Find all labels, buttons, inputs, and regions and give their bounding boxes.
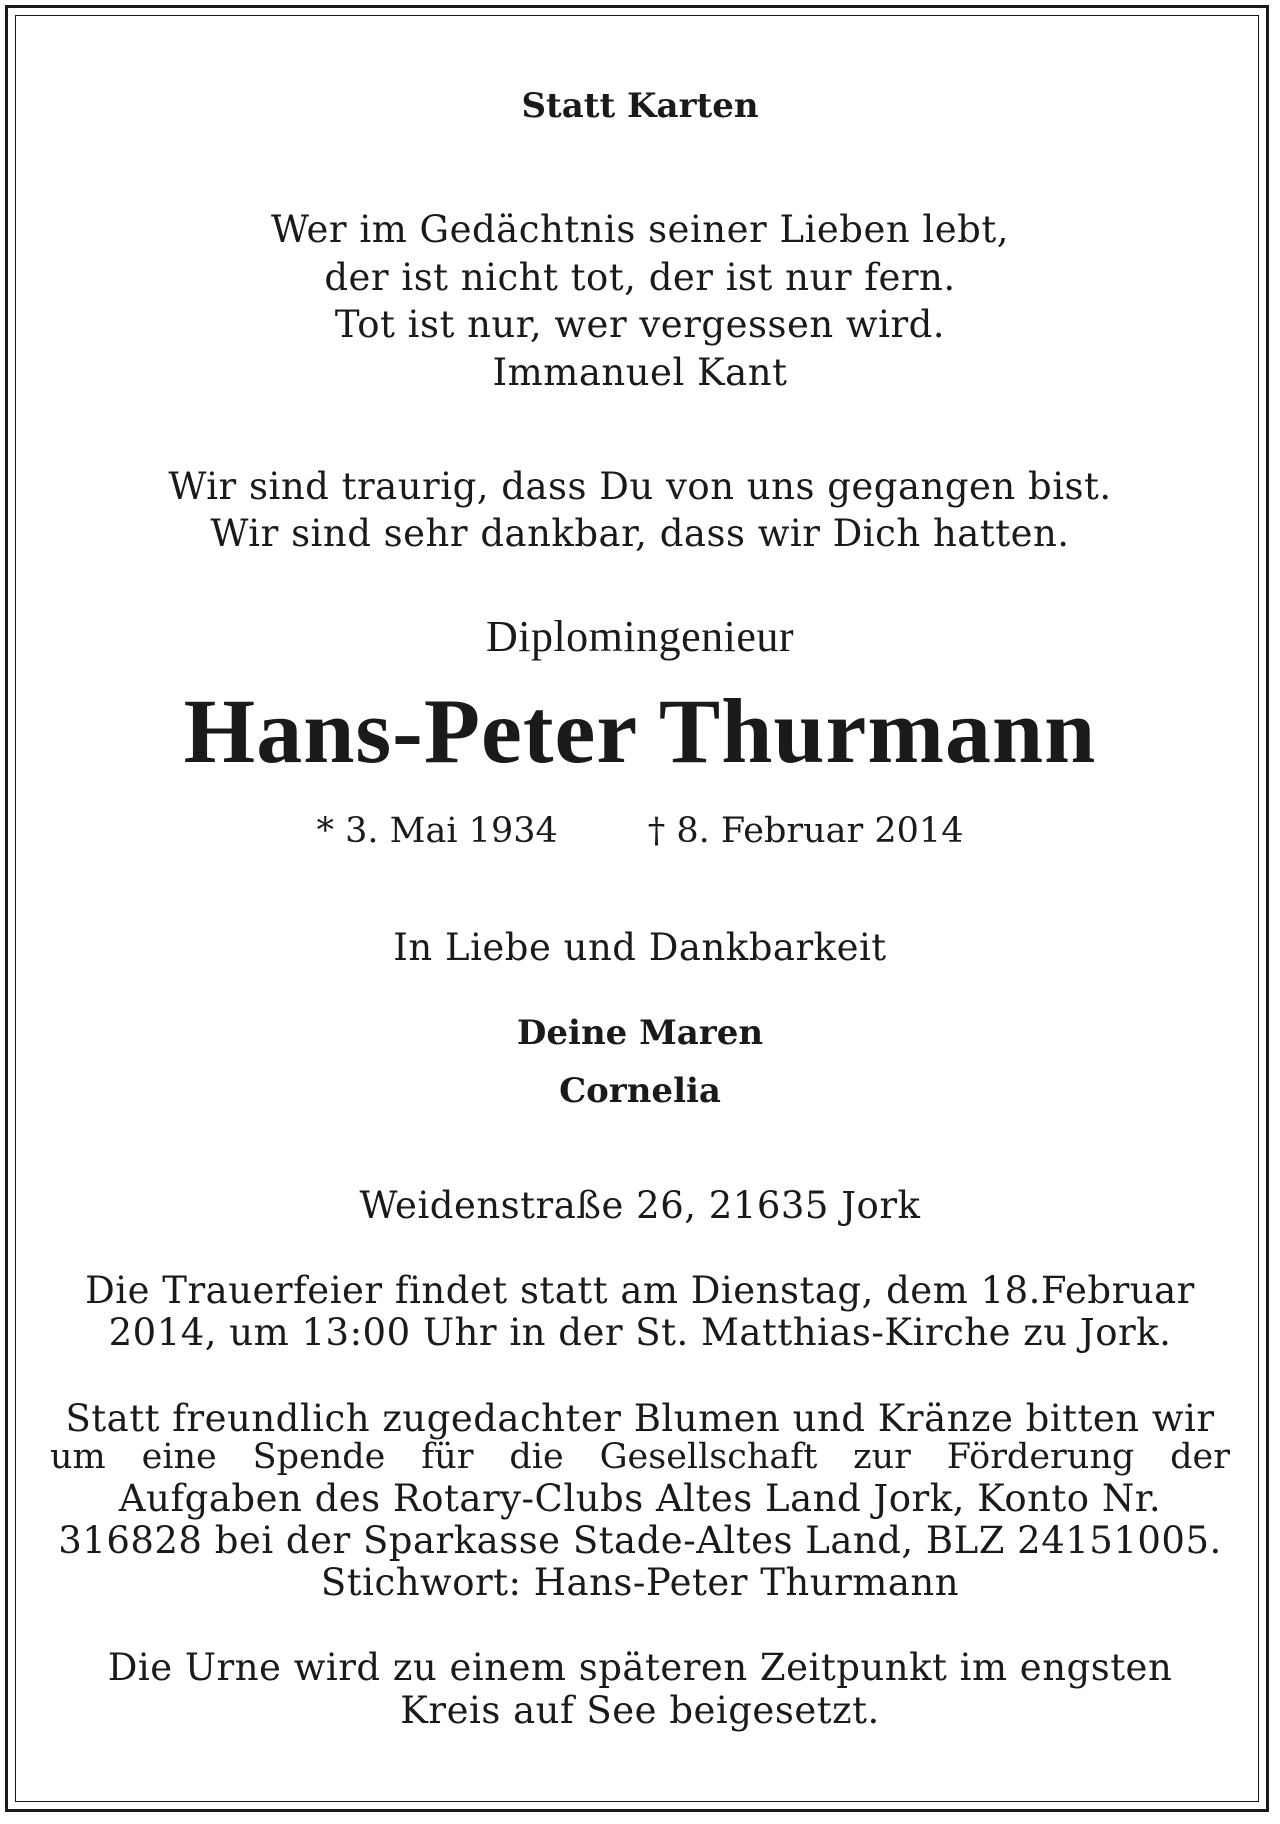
donation-keyword: Stichwort: Hans-Peter Thurmann bbox=[320, 1561, 960, 1604]
service-line: 2014, um 13:00 Uhr in der St. Matthias-Kirche zu Jork. bbox=[108, 1311, 1172, 1354]
urn-line: Kreis auf See beigesetzt. bbox=[400, 1689, 880, 1732]
sentiment-line: Wir sind traurig, dass Du von uns gegangen bist. bbox=[168, 465, 1112, 508]
donation-line: 316828 bei der Sparkasse Stade-Altes Land, BLZ 24151005. bbox=[58, 1519, 1222, 1562]
birth-date: * 3. Mai 1934 bbox=[316, 811, 558, 851]
address: Weidenstraße 26, 21635 Jork bbox=[359, 1184, 921, 1227]
donation-line: Statt freundlich zugedachter Blumen und Kränze bitten wir bbox=[65, 1397, 1215, 1440]
urn-line: Die Urne wird zu einem späteren Zeitpunkt im engsten bbox=[107, 1646, 1173, 1689]
service-line: Die Trauerfeier findet statt am Dienstag, dem 18.Februar bbox=[85, 1269, 1195, 1312]
closing-line: In Liebe und Dankbarkeit bbox=[393, 926, 887, 969]
quote-line: Tot ist nur, wer vergessen wird. bbox=[334, 303, 946, 346]
deceased-title: Diplomingenieur bbox=[485, 612, 795, 661]
quote-line: der ist nicht tot, der ist nur fern. bbox=[324, 256, 956, 299]
signer-name: Deine Maren bbox=[516, 1013, 764, 1053]
donation-line: Aufgaben des Rotary-Clubs Altes Land Jork, Konto Nr. bbox=[118, 1477, 1162, 1520]
notice-header: Statt Karten bbox=[521, 86, 759, 126]
quote-author: Immanuel Kant bbox=[492, 351, 788, 394]
life-dates bbox=[40, 811, 1240, 851]
sentiment-line: Wir sind sehr dankbar, dass wir Dich hatten. bbox=[210, 512, 1070, 555]
signer-name: Cornelia bbox=[559, 1071, 721, 1111]
donation-line: um eine Spende für die Gesellschaft zur Förderung der bbox=[50, 1437, 1230, 1477]
death-date: † 8. Februar 2014 bbox=[647, 811, 964, 851]
quote-line: Wer im Gedächtnis seiner Lieben lebt, bbox=[271, 208, 1009, 251]
deceased-name: Hans-Peter Thurmann bbox=[183, 680, 1097, 782]
